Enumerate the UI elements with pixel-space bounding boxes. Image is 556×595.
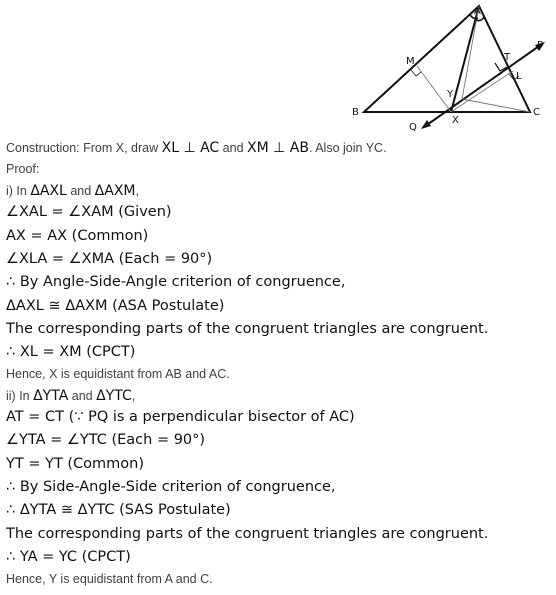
reason-6: The corresponding parts of the congruent triangles are congruent. [6,526,489,542]
label-m: M [406,56,415,67]
label-x: X [452,115,459,126]
conclusion-1: Hence, X is equidistant from AB and AC. [6,367,230,381]
construction-line [6,140,387,156]
part1-and: and [66,184,95,198]
label-c: C [533,107,540,118]
part2-triangle2: ΔYTC [96,388,132,404]
construction-suffix: . Also join YC. [308,141,387,155]
arrow-q [421,120,431,129]
part1-comma: , [135,184,139,198]
reason-1: AT = CT (∵ PQ is a perpendicular bisector of AC) [6,409,355,425]
statement-3: ∠XLA = ∠XMA (Each = 90°) [6,251,213,267]
part1-triangle1: ΔAXL [30,183,67,199]
label-b: B [352,107,359,118]
reason-5: ∴ ΔYTA ≅ ΔYTC (SAS Postulate) [6,502,231,518]
part1-heading [6,183,139,199]
part1-prefix: i) In [6,184,31,198]
part1-triangle2: ΔAXM [94,183,136,199]
part2-and: and [68,389,97,403]
label-l: L [516,71,522,82]
label-y: Y [447,89,454,100]
part2-triangle1: ΔYTA [33,388,69,404]
segment-yc [462,99,530,112]
conclusion-2: Hence, Y is equidistant from A and C. [6,572,213,586]
statement-4: ∴ By Angle-Side-Angle criterion of congruence, [6,274,346,290]
construction-xl: XL ⊥ AC [161,140,220,156]
label-q: Q [409,122,417,133]
reason-3: YT = YT (Common) [6,456,145,472]
reason-4: ∴ By Side-Angle-Side criterion of congruence, [6,479,336,495]
label-t: T [504,52,511,63]
reason-2: ∠YTA = ∠YTC (Each = 90°) [6,432,206,448]
label-a: A [474,6,481,17]
construction-and: and [219,141,248,155]
part2-heading [6,388,135,404]
part2-comma: , [131,389,136,403]
right-angle-m [411,70,421,76]
construction-prefix: Construction: From X, draw [6,141,162,155]
proof-heading: Proof: [6,162,40,176]
statement-1: ∠XAL = ∠XAM (Given) [6,204,172,220]
label-p: P [537,40,544,51]
construction-xm: XM ⊥ AB [247,140,309,156]
statement-6: The corresponding parts of the congruent triangles are congruent. [6,321,489,337]
segment-xm [417,66,451,112]
statement-5: ΔAXL ≅ ΔAXM (ASA Postulate) [6,298,225,314]
line-pq [424,44,542,127]
statement-7: ∴ XL = XM (CPCT) [6,344,136,360]
reason-7: ∴ YA = YC (CPCT) [6,549,131,565]
statement-2: AX = AX (Common) [6,228,149,244]
geometry-figure [345,0,556,135]
part2-prefix: ii) In [6,389,34,403]
